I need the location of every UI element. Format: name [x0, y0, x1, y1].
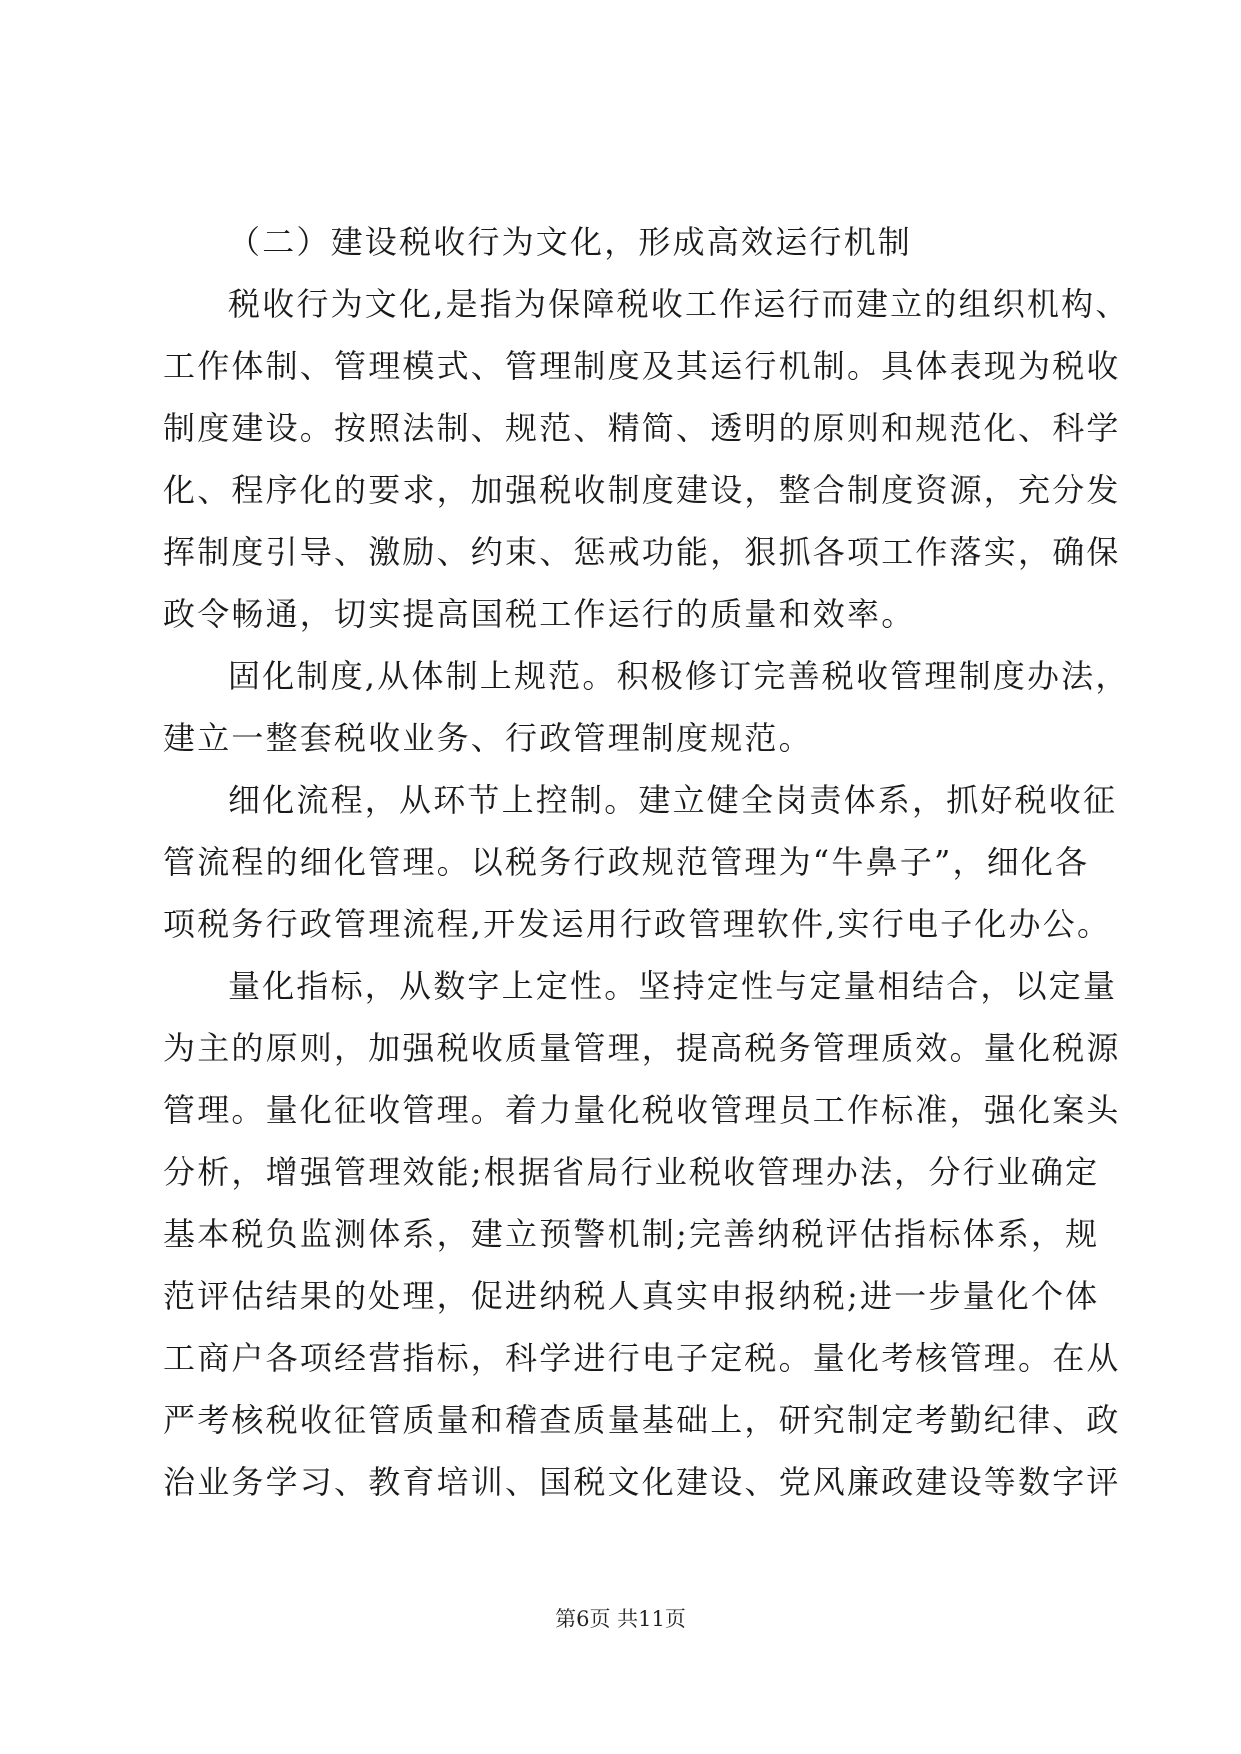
paragraph-line: 管流程的细化管理。以税务行政规范管理为“牛鼻子”，细化各: [163, 843, 1090, 881]
paragraph-line: 挥制度引导、激励、约束、惩戒功能，狠抓各项工作落实，确保: [163, 533, 1121, 571]
paragraph-line: 税收行为文化,是指为保障税收工作运行而建立的组织机构、: [228, 285, 1130, 323]
paragraph-line: 治业务学习、教育培训、国税文化建设、党风廉政建设等数字评: [163, 1463, 1121, 1501]
paragraph-line: 量化指标，从数字上定性。坚持定性与定量相结合，以定量: [228, 967, 1118, 1005]
paragraph-line: 分析，增强管理效能;根据省局行业税收管理办法，分行业确定: [163, 1153, 1100, 1191]
paragraph-line: 严考核税收征管质量和稽查质量基础上，研究制定考勤纪律、政: [163, 1401, 1121, 1439]
paragraph-line: 政令畅通，切实提高国税工作运行的质量和效率。: [163, 595, 916, 633]
paragraph-line: 制度建设。按照法制、规范、精简、透明的原则和规范化、科学: [163, 409, 1121, 447]
paragraph-line: 细化流程，从环节上控制。建立健全岗责体系，抓好税收征: [228, 781, 1118, 819]
paragraph-line: 基本税负监测体系，建立预警机制;完善纳税评估指标体系，规: [163, 1215, 1100, 1253]
paragraph-line: 建立一整套税收业务、行政管理制度规范。: [163, 719, 813, 757]
paragraph-line: 管理。量化征收管理。着力量化税收管理员工作标准，强化案头: [163, 1091, 1121, 1129]
paragraph-line: 项税务行政管理流程,开发运用行政管理软件,实行电子化办公。: [163, 905, 1112, 943]
paragraph-line: 工作体制、管理模式、管理制度及其运行机制。具体表现为税收: [163, 347, 1121, 385]
paragraph-line: 固化制度,从体制上规范。积极修订完善税收管理制度办法，: [228, 657, 1130, 695]
paragraph-line: 为主的原则，加强税收质量管理，提高税务管理质效。量化税源: [163, 1029, 1121, 1067]
paragraph-line: 范评估结果的处理，促进纳税人真实申报纳税;进一步量化个体: [163, 1277, 1100, 1315]
paragraph-line: 工商户各项经营指标，科学进行电子定税。量化考核管理。在从: [163, 1339, 1121, 1377]
section-heading: （二）建设税收行为文化，形成高效运行机制: [228, 223, 913, 261]
page-number-footer: 第6页 共11页: [555, 1607, 686, 1631]
paragraph-line: 化、程序化的要求，加强税收制度建设，整合制度资源，充分发: [163, 471, 1121, 509]
